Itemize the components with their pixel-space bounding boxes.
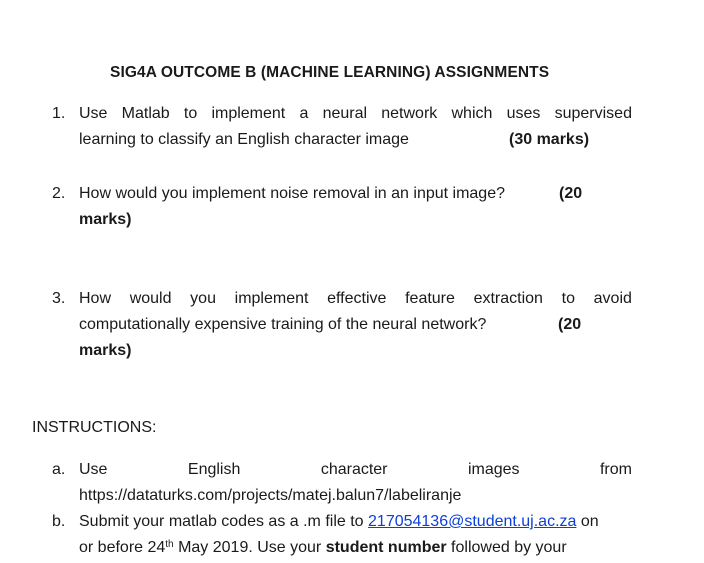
marks-label: marks)	[79, 211, 132, 228]
word: Use	[79, 105, 108, 122]
question-line	[79, 101, 632, 127]
instruction-line	[79, 509, 632, 535]
dataset-url: https://dataturks.com/projects/matej.balun7/labeliranje	[79, 487, 462, 504]
instructions-heading: INSTRUCTIONS:	[32, 419, 157, 436]
word: supervised	[554, 105, 632, 122]
question-line	[79, 286, 632, 312]
instruction-text: or before 24	[79, 539, 166, 556]
question-line	[79, 127, 632, 153]
word: network	[381, 105, 438, 122]
marks-label: marks)	[79, 342, 132, 359]
instruction-line	[79, 457, 632, 483]
word: avoid	[593, 290, 632, 307]
word: a	[299, 105, 309, 122]
page-title: SIG4A OUTCOME B (MACHINE LEARNING) ASSIGNMENTS	[110, 64, 550, 81]
question-text: learning to classify an English character image	[79, 131, 409, 148]
word: would	[129, 290, 172, 307]
question-number: 2.	[52, 185, 66, 202]
email-link[interactable]: 217054136@student.uj.ac.za	[368, 513, 577, 530]
word: images	[467, 461, 520, 478]
word: uses	[506, 105, 541, 122]
word: neural	[322, 105, 368, 122]
instruction-line	[79, 535, 632, 561]
word: Matlab	[121, 105, 170, 122]
instruction-text: on	[576, 513, 599, 530]
word: to	[561, 290, 575, 307]
instruction-bold-text: student number	[325, 539, 447, 556]
question-line	[79, 181, 632, 207]
word: effective	[327, 290, 387, 307]
word: you	[190, 290, 216, 307]
instruction-text: Submit your matlab codes as a .m file to	[79, 513, 369, 530]
word: feature	[405, 290, 455, 307]
marks-label: (30 marks)	[509, 131, 590, 148]
instruction-text: May 2019. Use your	[173, 539, 326, 556]
question-text: computationally expensive training of the neural network?	[79, 316, 487, 333]
word: from	[599, 461, 632, 478]
word: character	[320, 461, 388, 478]
question-number: 3.	[52, 290, 66, 307]
marks-label: (20	[559, 185, 583, 202]
word: How	[79, 290, 112, 307]
word: implement	[211, 105, 286, 122]
marks-label: (20	[558, 316, 582, 333]
instruction-letter: a.	[52, 461, 66, 478]
instruction-letter: b.	[52, 513, 66, 530]
word: implement	[234, 290, 309, 307]
word: English	[187, 461, 241, 478]
word: to	[183, 105, 198, 122]
question-line	[79, 312, 632, 338]
word: Use	[79, 461, 108, 478]
word: which	[451, 105, 493, 122]
ordinal-suffix: th	[165, 539, 174, 550]
word: extraction	[473, 290, 543, 307]
question-number: 1.	[52, 105, 66, 122]
question-text: How would you implement noise removal in an input image?	[79, 185, 505, 202]
instruction-text: followed by your	[446, 539, 567, 556]
